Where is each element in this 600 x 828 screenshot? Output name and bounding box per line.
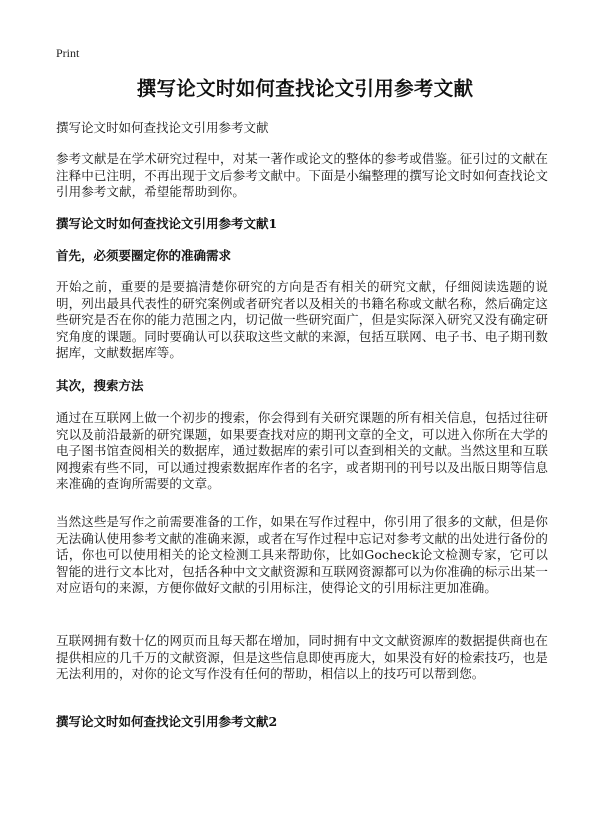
step-2-heading: 其次，搜索方法 [56, 378, 144, 393]
document-subtitle: 撰写论文时如何查找论文引用参考文献 [56, 120, 269, 135]
step-1-heading: 首先，必须要圈定你的准确需求 [56, 248, 232, 263]
step-2-paragraph-3: 互联网拥有数十亿的网页而且每天都在增加，同时拥有中文文献资源库的数据提供商也在提供相应的几千万的文献资源，但是这些信息即使再庞大，如果没有好的检索技巧，也是无法利用的，对你的论文写作没有任何的帮助，相信以上的技巧可以帮到您。 [56, 633, 548, 681]
intro-paragraph: 参考文献是在学术研究过程中，对某一著作或论文的整体的参考或借鉴。征引过的文献在注释中已注明，不再出现于文后参考文献中。下面是小编整理的撰写论文时如何查找论文引用参考文献，希望能帮助到你。 [56, 151, 548, 199]
page-title: 撰写论文时如何查找论文引用参考文献 [136, 77, 474, 100]
step-2-paragraph-2: 当然这些是写作之前需要准备的工作，如果在写作过程中，你引用了很多的文献，但是你无法确认使用参考文献的准确来源，或者在写作过程中忘记对参考文献的出处进行备份的话，你也可以使用相关的论文检测工具来帮助你，比如Gocheck论文检测专家，它可以智能的进行文本比对，包括各种中文文献资源和互联网资源都可以为你准确的标示出某一对应语句的来源，方便你做好文献的引用标注，使得论文的引用标注更加准确。 [56, 514, 548, 595]
print-link[interactable]: Print [56, 46, 80, 60]
section-2-heading: 撰写论文时如何查找论文引用参考文献2 [56, 714, 278, 729]
step-1-paragraph: 开始之前，重要的是要搞清楚你研究的方向是否有相关的研究文献，仔细阅读选题的说明，列出最具代表性的研究案例或者研究者以及相关的书籍名称或文献名称，然后确定这些研究是否在你的能力范围之内，切记做一些研究面广，但是实际深入研究又没有确定研究角度的课题。同时要确认可以获取这些文献的来源，包括互联网、电子书、电子期刊数据库，文献数据库等。 [56, 279, 548, 360]
step-2-paragraph-1: 通过在互联网上做一个初步的搜索，你会得到有关研究课题的所有相关信息，包括过往研究以及前沿最新的研究课题，如果要查找对应的期刊文章的全文，可以进入你所在大学的电子图书馆查阅相关的数据库，通过数据库的索引可以查到相关的文献。当然这里和互联网搜索有些不同，可以通过搜索数据库作者的名字，或者期刊的刊号以及出版日期等信息来准确的查询所需要的文章。 [56, 410, 548, 491]
section-1-heading: 撰写论文时如何查找论文引用参考文献1 [56, 216, 278, 231]
